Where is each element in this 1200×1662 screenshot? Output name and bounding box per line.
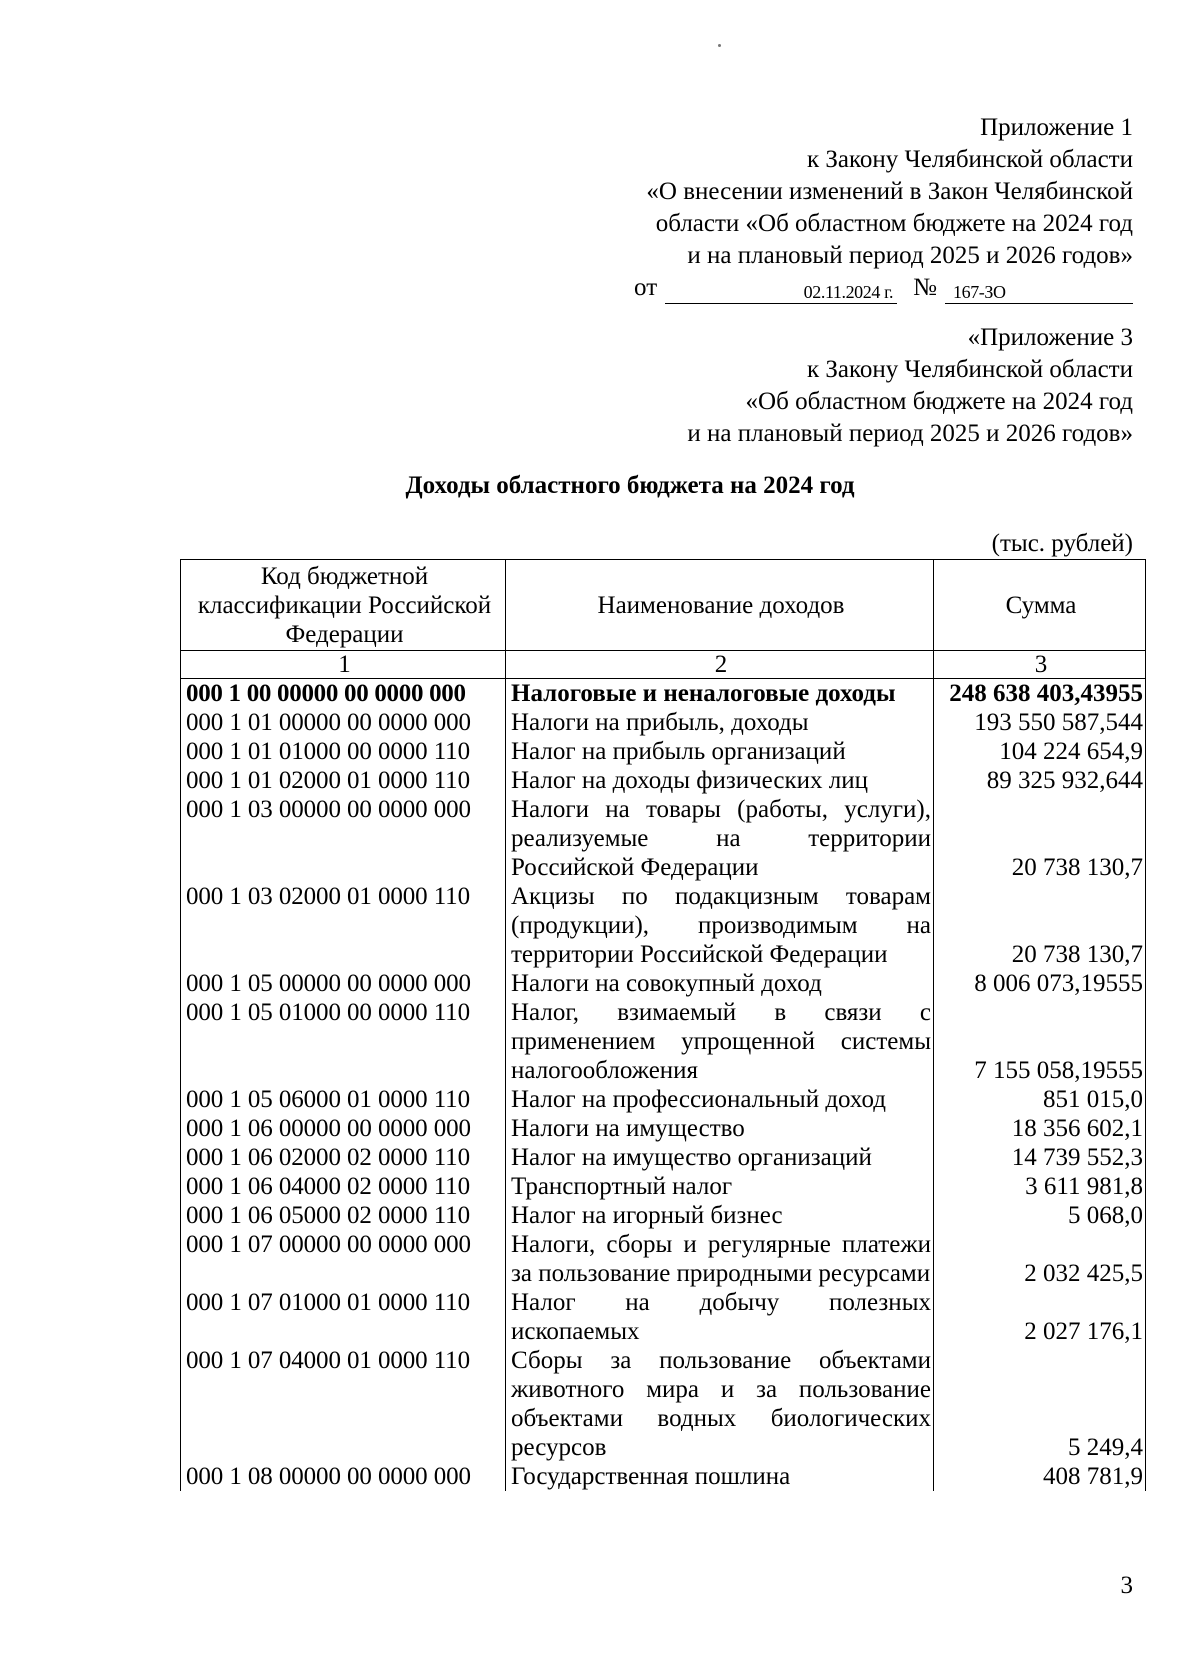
income-amount: 18 356 602,1 [934, 1114, 1146, 1143]
income-name: Налоги на имущество [506, 1114, 934, 1143]
table-row [181, 969, 1146, 998]
header-name: Наименование доходов [506, 560, 934, 651]
table-row [181, 1462, 1146, 1491]
budget-code: 000 1 07 00000 00 0000 000 [181, 1230, 506, 1288]
income-table [180, 559, 1146, 1491]
budget-code: 000 1 07 01000 01 0000 110 [181, 1288, 506, 1346]
income-name: Налог на доходы физических лиц [506, 766, 934, 795]
income-name: Налог на профессиональный доход [506, 1085, 934, 1114]
budget-code: 000 1 05 01000 00 0000 110 [181, 998, 506, 1085]
document-title: Доходы областного бюджета на 2024 год [405, 472, 855, 499]
table-row [181, 1288, 1146, 1346]
law-number: 167-ЗО [945, 281, 1133, 304]
units-label: (тыс. рублей) [991, 530, 1133, 557]
appendix-1-line: области «Об областном бюджете на 2024 год [655, 210, 1133, 237]
budget-code: 000 1 00 00000 00 0000 000 [181, 679, 506, 709]
income-amount: 8 006 073,19555 [934, 969, 1146, 998]
appendix-1-header [634, 112, 1133, 304]
budget-code: 000 1 01 02000 01 0000 110 [181, 766, 506, 795]
income-amount: 7 155 058,19555 [934, 998, 1146, 1085]
income-name: Налог на игорный бизнес [506, 1201, 934, 1230]
income-amount: 5 249,4 [934, 1346, 1146, 1462]
income-name: Налоги, сборы и регулярные платежи за пользование природными ресурсами [506, 1230, 934, 1288]
income-name: Налоги на совокупный доход [506, 969, 934, 998]
income-name: Акцизы по подакцизным товарам (продукции), производимым на территории Российской Федерации [506, 882, 934, 969]
table-row [181, 766, 1146, 795]
table-row [181, 1085, 1146, 1114]
appendix-1-line: «О внесении изменений в Закон Челябинской [646, 178, 1133, 205]
budget-code: 000 1 07 04000 01 0000 110 [181, 1346, 506, 1462]
table-row [181, 998, 1146, 1085]
appendix-3-line: и на плановый период 2025 и 2026 годов» [687, 420, 1133, 447]
table-row [181, 1172, 1146, 1201]
budget-code: 000 1 06 02000 02 0000 110 [181, 1143, 506, 1172]
appendix-1-line: Приложение 1 [980, 114, 1133, 141]
number-label: № [913, 274, 937, 301]
appendix-1-line: к Закону Челябинской области [807, 146, 1133, 173]
table-row [181, 1230, 1146, 1288]
law-signature-line [634, 272, 1133, 304]
budget-code: 000 1 05 06000 01 0000 110 [181, 1085, 506, 1114]
table-row [181, 1114, 1146, 1143]
budget-code: 000 1 08 00000 00 0000 000 [181, 1462, 506, 1491]
table-row [181, 708, 1146, 737]
income-amount: 193 550 587,544 [934, 708, 1146, 737]
column-number-row [181, 651, 1146, 679]
income-amount: 2 032 425,5 [934, 1230, 1146, 1288]
income-amount: 5 068,0 [934, 1201, 1146, 1230]
income-amount: 20 738 130,7 [934, 882, 1146, 969]
appendix-3-line: «Приложение 3 [967, 324, 1133, 351]
budget-code: 000 1 01 01000 00 0000 110 [181, 737, 506, 766]
budget-code: 000 1 05 00000 00 0000 000 [181, 969, 506, 998]
table-header-row [181, 560, 1146, 651]
table-row [181, 1346, 1146, 1462]
income-amount: 104 224 654,9 [934, 737, 1146, 766]
income-name: Налоги на прибыль, доходы [506, 708, 934, 737]
law-date: 02.11.2024 г. [665, 281, 897, 304]
scan-speck [718, 44, 721, 47]
table-row [181, 679, 1146, 709]
income-name: Налог на добычу полезных ископаемых [506, 1288, 934, 1346]
table-row [181, 1143, 1146, 1172]
budget-code: 000 1 03 02000 01 0000 110 [181, 882, 506, 969]
header-code: Код бюджетной классификации Российской Федерации [181, 560, 506, 651]
column-number: 1 [181, 651, 506, 679]
income-name: Транспортный налог [506, 1172, 934, 1201]
income-amount: 248 638 403,43955 [934, 679, 1146, 709]
income-amount: 3 611 981,8 [934, 1172, 1146, 1201]
budget-code: 000 1 06 05000 02 0000 110 [181, 1201, 506, 1230]
appendix-3-header [687, 322, 1133, 450]
income-name: Сборы за пользование объектами животного мира и за пользование объектами водных биологических ресурсов [506, 1346, 934, 1462]
income-amount: 408 781,9 [934, 1462, 1146, 1491]
budget-code: 000 1 06 00000 00 0000 000 [181, 1114, 506, 1143]
income-amount: 89 325 932,644 [934, 766, 1146, 795]
income-name: Налоги на товары (работы, услуги), реализуемые на территории Российской Федерации [506, 795, 934, 882]
column-number: 2 [506, 651, 934, 679]
table-row [181, 1201, 1146, 1230]
date-label: от [634, 274, 658, 301]
header-amount: Сумма [934, 560, 1146, 651]
income-name: Налог на имущество организаций [506, 1143, 934, 1172]
income-name: Государственная пошлина [506, 1462, 934, 1491]
income-name: Налог на прибыль организаций [506, 737, 934, 766]
column-number: 3 [934, 651, 1146, 679]
budget-code: 000 1 01 00000 00 0000 000 [181, 708, 506, 737]
table-row [181, 737, 1146, 766]
income-table-body [181, 679, 1146, 1492]
page-number: 3 [1120, 1572, 1133, 1599]
income-amount: 20 738 130,7 [934, 795, 1146, 882]
table-row [181, 882, 1146, 969]
income-amount: 2 027 176,1 [934, 1288, 1146, 1346]
income-name: Налог, взимаемый в связи с применением упрощенной системы налогообложения [506, 998, 934, 1085]
table-row [181, 795, 1146, 882]
appendix-3-line: «Об областном бюджете на 2024 год [745, 388, 1133, 415]
income-amount: 14 739 552,3 [934, 1143, 1146, 1172]
income-name: Налоговые и неналоговые доходы [506, 679, 934, 709]
budget-code: 000 1 03 00000 00 0000 000 [181, 795, 506, 882]
income-amount: 851 015,0 [934, 1085, 1146, 1114]
appendix-3-line: к Закону Челябинской области [807, 356, 1133, 383]
appendix-1-line: и на плановый период 2025 и 2026 годов» [687, 242, 1133, 269]
budget-code: 000 1 06 04000 02 0000 110 [181, 1172, 506, 1201]
